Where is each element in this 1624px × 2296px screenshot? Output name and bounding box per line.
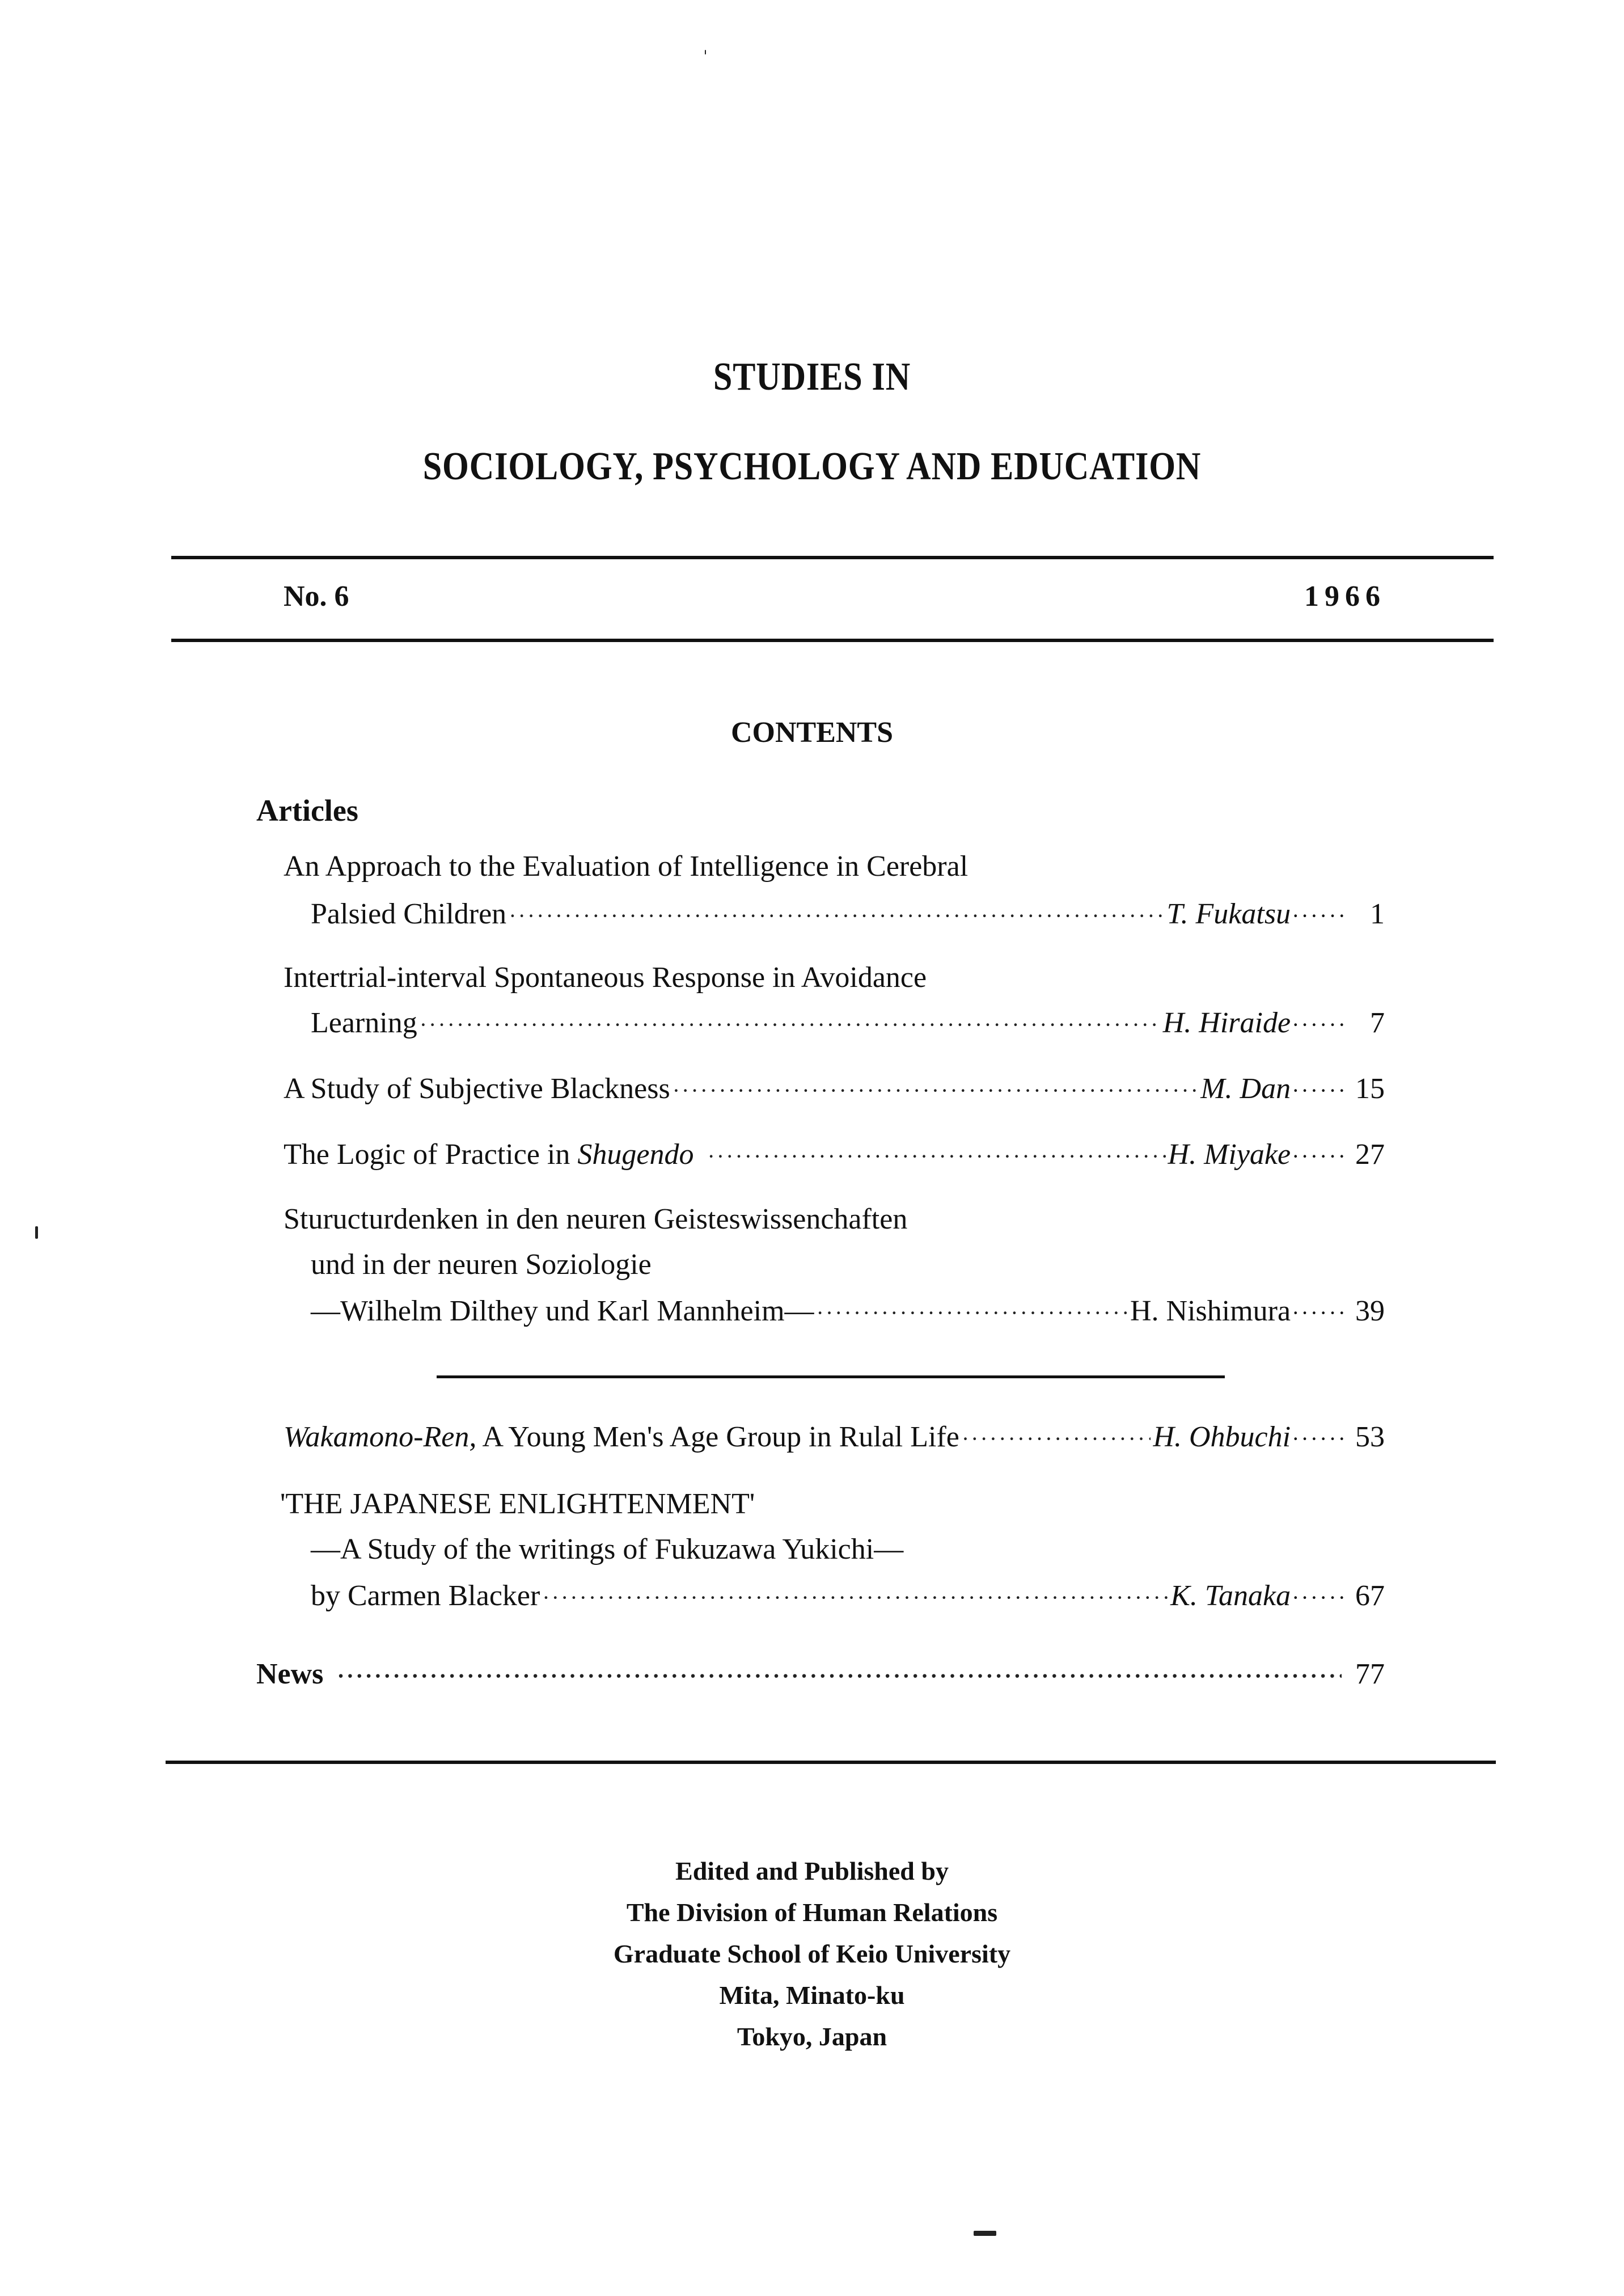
entry-page-number: 1 xyxy=(1370,898,1385,930)
toc-entry[interactable] xyxy=(311,1578,1385,1614)
entry-subtitle: —Wilhelm Dilthey und Karl Mannheim— xyxy=(311,1295,814,1327)
entry-title: 'THE JAPANESE ENLIGHTENMENT' xyxy=(280,1488,755,1520)
dot-leader xyxy=(817,1295,1128,1331)
bottom-rule xyxy=(166,1761,1496,1764)
dot-leader xyxy=(962,1421,1151,1457)
entry-title xyxy=(284,1419,959,1455)
toc-entry-title-line xyxy=(311,1247,1385,1283)
entry-page-number: 77 xyxy=(1355,1658,1385,1690)
entry-title-italic: Shugendo xyxy=(577,1138,694,1171)
issue-number: No. 6 xyxy=(284,580,349,613)
entry-title-text: The Logic of Practice in xyxy=(284,1138,578,1171)
entry-title xyxy=(284,1137,693,1173)
entry-title: und in der neuren Soziologie xyxy=(311,1248,652,1281)
entry-title: Sturucturdenken in den neuren Geisteswissenchaften xyxy=(284,1203,908,1235)
entry-title-italic: Wakamono-Ren, xyxy=(284,1421,477,1453)
scan-speck xyxy=(705,50,706,54)
scan-speck xyxy=(974,2231,996,2236)
entry-page-number: 53 xyxy=(1355,1421,1385,1453)
toc-entry[interactable] xyxy=(284,1071,1385,1107)
entry-reviewed-author: by Carmen Blacker xyxy=(311,1580,540,1612)
dot-leader xyxy=(673,1073,1198,1109)
dot-leader-tail: ······ xyxy=(1292,1426,1347,1451)
section-heading-articles: Articles xyxy=(256,794,358,828)
section-divider xyxy=(437,1375,1225,1378)
toc-entry[interactable] xyxy=(311,1293,1385,1330)
top-rule xyxy=(171,556,1494,559)
toc-entry[interactable] xyxy=(311,896,1385,932)
publisher-line: Edited and Published by xyxy=(675,1856,949,1885)
dot-leader-tail: ······ xyxy=(1292,1585,1347,1610)
toc-entry[interactable] xyxy=(284,1419,1385,1455)
entry-page-number: 15 xyxy=(1355,1073,1385,1105)
entry-author: M. Dan xyxy=(1200,1073,1291,1105)
toc-entry-news[interactable] xyxy=(256,1656,1385,1693)
dot-leader xyxy=(420,1007,1161,1043)
dot-leader-tail: ······ xyxy=(1292,1078,1347,1103)
dot-leader-tail: ······ xyxy=(1292,1143,1347,1169)
entry-title: An Approach to the Evaluation of Intelligence in Cerebral xyxy=(284,850,969,883)
toc-entry-title-line xyxy=(284,849,1385,885)
publisher-line: Graduate School of Keio University xyxy=(613,1939,1011,1968)
dot-leader xyxy=(707,1138,1165,1175)
entry-title: Palsied Children xyxy=(311,898,507,930)
dot-leader-tail: ······ xyxy=(1292,1300,1347,1326)
entry-page-number: 67 xyxy=(1355,1580,1385,1612)
scan-speck xyxy=(35,1226,38,1239)
issue-bottom-rule xyxy=(171,639,1494,642)
dot-leader xyxy=(337,1658,1342,1694)
contents-heading: CONTENTS xyxy=(730,716,894,749)
toc-entry-title-line xyxy=(284,1201,1385,1238)
entry-title: A Study of Subjective Blackness xyxy=(284,1073,670,1105)
entry-author: T. Fukatsu xyxy=(1166,898,1291,930)
news-label: News xyxy=(256,1658,324,1690)
entry-author: H. Hiraide xyxy=(1162,1007,1291,1039)
toc-entry[interactable] xyxy=(311,1005,1385,1041)
journal-title-line-1: STUDIES IN xyxy=(713,355,911,399)
toc-entry-title-line xyxy=(284,960,1385,996)
publisher-block xyxy=(0,1850,1624,2057)
entry-title: Learning xyxy=(311,1007,417,1039)
entry-title: Intertrial-interval Spontaneous Response in Avoidance xyxy=(284,961,927,994)
dot-leader-tail: ······ xyxy=(1292,1012,1347,1037)
issue-year: 1966 xyxy=(1304,580,1386,613)
toc-entry-title-line xyxy=(280,1486,1381,1522)
entry-page-number: 27 xyxy=(1355,1138,1385,1171)
publisher-line: Tokyo, Japan xyxy=(737,2022,887,2051)
entry-author: H. Nishimura xyxy=(1130,1295,1291,1327)
publisher-line: The Division of Human Relations xyxy=(626,1898,998,1927)
publisher-line: Mita, Minato-ku xyxy=(719,1981,905,2010)
entry-title-text: A Young Men's Age Group in Rulal Life xyxy=(476,1421,959,1453)
dot-leader-tail: ······ xyxy=(1292,903,1347,928)
entry-author: H. Ohbuchi xyxy=(1153,1421,1291,1453)
entry-author: H. Miyake xyxy=(1168,1138,1291,1171)
entry-page-number: 39 xyxy=(1355,1295,1385,1327)
entry-author: K. Tanaka xyxy=(1170,1580,1291,1612)
dot-leader xyxy=(542,1580,1168,1616)
toc-entry-title-line xyxy=(311,1531,1385,1568)
journal-title-line-2: SOCIOLOGY, PSYCHOLOGY AND EDUCATION xyxy=(422,445,1202,488)
toc-entry[interactable] xyxy=(284,1137,1385,1173)
dot-leader xyxy=(509,898,1164,934)
entry-page-number: 7 xyxy=(1370,1007,1385,1039)
entry-subtitle: —A Study of the writings of Fukuzawa Yukichi— xyxy=(311,1533,904,1565)
